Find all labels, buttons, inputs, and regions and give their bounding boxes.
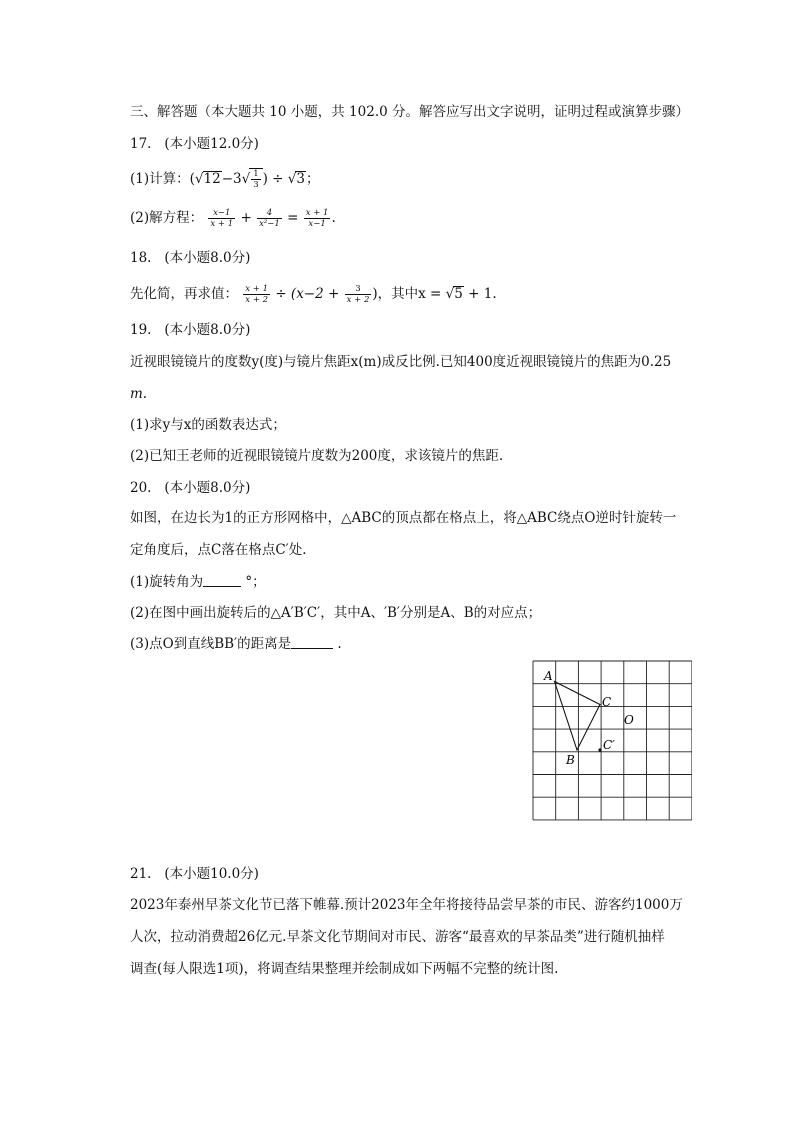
- p17-part1-prefix: (1)计算：(: [130, 171, 195, 187]
- label-c: C: [602, 695, 612, 709]
- p17-sqrt12: 12: [203, 171, 221, 187]
- grid-figure: [532, 660, 692, 822]
- problem-17-part2: (2)解方程： $\frac{x-1}{x + 1}$ + $\frac{4}{\text{x²−1}}$ = $\frac{x + 1}{x-1}$ .: [130, 208, 336, 229]
- label-a: A: [544, 669, 553, 683]
- problem-20-question-2: (2)在图中画出旋转后的△A′B′C′，其中A、′B′分别是A、B的对应点；: [130, 605, 542, 621]
- p17-frac-1-3: $\frac{1}{3}$: [253, 169, 259, 190]
- p17-sqrt3: 3: [296, 171, 305, 187]
- answer-blank-distance[interactable]: [291, 636, 333, 649]
- problem-18-heading: 18. (本小题8.0分): [130, 250, 251, 266]
- problem-19-heading: 19. (本小题8.0分): [130, 322, 251, 338]
- problem-20-question-1: (1)旋转角为 °；: [130, 574, 266, 590]
- problem-21-heading: 21. (本小题10.0分): [130, 866, 259, 882]
- p17-part2-prefix: (2)解方程：: [130, 210, 204, 226]
- label-o: O: [624, 713, 634, 727]
- p17-fraction-2: $\frac{4}{\text{x²−1}}$: [259, 208, 280, 229]
- problem-20-text-2: 定角度后，点C落在格点C′处.: [130, 542, 307, 558]
- label-c-prime: C′: [603, 738, 615, 752]
- problem-19-question-1: (1)求y与x的函数表达式；: [130, 417, 286, 433]
- problem-20-text-1: 如图，在边长为1的正方形网格中，△ABC的顶点都在格点上，将△ABC绕点O逆时针旋转一: [130, 510, 677, 526]
- problem-19-text-1: 近视眼镜镜片的度数y(度)与镜片焦距x(m)成反比例.已知400度近视眼镜镜片的焦距为0.25: [130, 354, 672, 370]
- problem-21-text-3: 调查(每人限选1项)，将调查结果整理并绘制成如下两幅不完整的统计图.: [130, 961, 559, 977]
- section-header: 三、解答题（本大题共 10 小题，共 102.0 分。解答应写出文字说明，证明过程或演算步骤）: [130, 104, 689, 120]
- p17-part1-after: ) ÷: [262, 171, 288, 187]
- problem-21-text-1: 2023年泰州早茶文化节已落下帷幕.预计2023年全年将接待品尝早茶的市民、游客约1000万: [130, 897, 683, 913]
- triangle-abc: [555, 682, 601, 751]
- problem-18-text: 先化简，再求值： $\frac{x + 1}{x + 2}$ ÷ (x−2 + $\frac{3}{x + 2}$ )，其中x = √5 + 1.: [130, 284, 497, 305]
- p17-part1-mid: −3: [221, 171, 242, 187]
- p17-fraction-3: $\frac{x + 1}{x-1}$: [305, 208, 329, 229]
- problem-19-question-2: (2)已知王老师的近视眼镜镜片度数为200度，求该镜片的焦距.: [130, 448, 504, 464]
- label-b: B: [566, 753, 575, 767]
- problem-19-text-2: m.: [130, 386, 148, 402]
- p17-fraction-1: $\frac{x-1}{x + 1}$: [210, 208, 234, 229]
- answer-blank-angle[interactable]: [203, 574, 241, 587]
- p18-sqrt5: 5: [454, 286, 463, 302]
- p18-fraction-1: $\frac{x + 1}{x + 2}$: [245, 284, 269, 305]
- point-c-prime: [598, 748, 601, 751]
- p18-fraction-2: $\frac{3}{x + 2}$: [346, 284, 370, 305]
- problem-17-heading: 17. (本小题12.0分): [130, 136, 259, 152]
- problem-17-part1: (1)计算：(√12−3√ $\frac{1}{3}$ ) ÷ √3；: [130, 169, 320, 190]
- problem-21-text-2: 人次，拉动消费超26亿元.早茶文化节期间对市民、游客“最喜欢的早茶品类”进行随机抽样: [130, 929, 665, 945]
- problem-20-question-3: (3)点O到直线BB′的距离是 .: [130, 636, 342, 652]
- problem-20-heading: 20. (本小题8.0分): [130, 480, 251, 496]
